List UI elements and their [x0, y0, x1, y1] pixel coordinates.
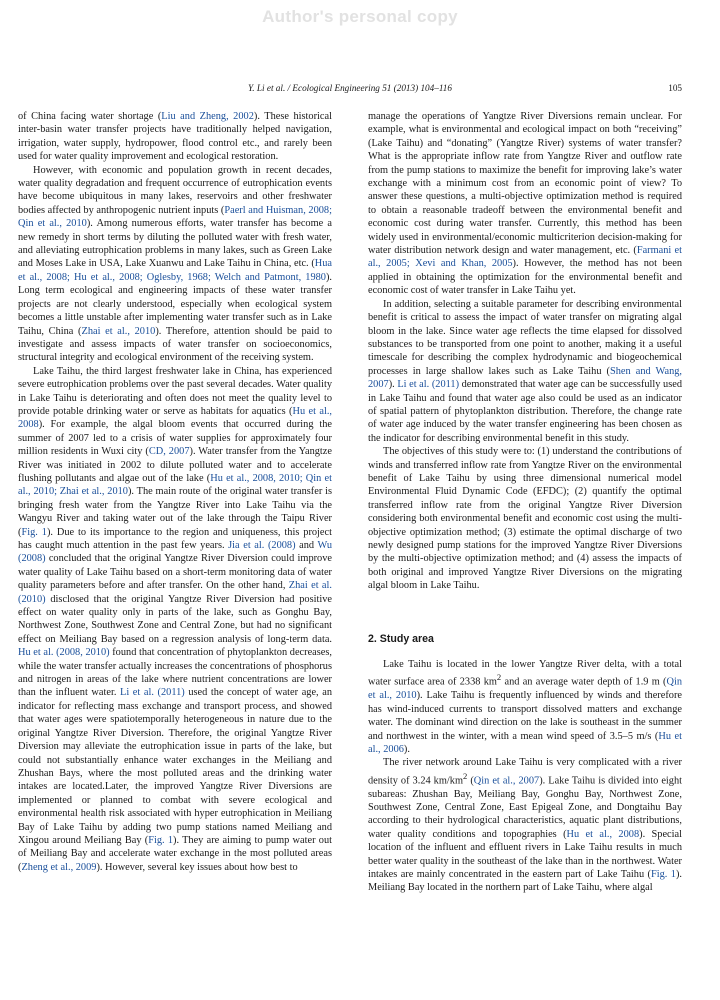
paragraph — [368, 756, 682, 895]
section-spacer — [368, 593, 682, 633]
citation-link[interactable]: Zhai et al., 2010 — [81, 325, 156, 337]
paragraph — [368, 298, 682, 445]
citation-link[interactable]: Hu et al., 2008 — [566, 828, 640, 840]
running-header — [18, 83, 682, 97]
text-run: ). Special location of the influent and effluent rivers in Lake Taihu results in much better water quality in the southeast of the lake than in the northwest. Water intakes are mainly concentrated in the eastern part of Lake Taihu ( — [368, 828, 682, 880]
citation-link[interactable]: Qin et al., 2007 — [473, 775, 540, 787]
text-run: The objectives of this study were to: (1) understand the contributions of winds and transferred inflow rate from Yangtze River on the environmental benefit of Lake Taihu by using three dimensional numerical model Environmental Fluid Dynamic Code (EFDC); (2) quantify the optimal transferred inflow rate from the original Yangtze River Diversion considering both environmental benefit and economic cost using the multi-objective optimization method; (3) estimate the optimal discharge of two newly designed pump stations for the improved Yangtze River Diversions by the multi-objective optimization method; and (4) assess the impacts of both original and improved Yangtze River Diversions on the migrating algal bloom in Lake Taihu. — [368, 446, 682, 592]
paragraph — [368, 658, 682, 756]
citation-link[interactable]: Zhai et al. (2010) — [18, 580, 332, 605]
paragraph — [368, 445, 682, 592]
text-run: ). — [403, 743, 410, 755]
text-run: ). Among numerous efforts, water transfer has become a new remedy in short terms by diluting the polluted water with fresh water, and alleviating eutrophication problems in many lakes, such as Green Lake and Moses Lake in USA, Lake Xuanwu and Lake Taihu in China, etc. ( — [18, 218, 332, 270]
citation-link[interactable]: Li et al. (2011) — [397, 379, 460, 391]
journal-citation: Y. Li et al. / Ecological Engineering 51 (2013) 104–116 — [248, 83, 452, 93]
text-run: ). Water transfer from the Yangtze River was initiated in 2002 to dilute polluted water and to accelerate flushing pollutants and algae out of the lake ( — [18, 446, 332, 484]
text-run: ). Therefore, attention should be paid to investigate and assess impacts of water transfer on socioeconomics, structural integrity and ecological environment of the receiving system. — [18, 325, 332, 364]
citation-link[interactable]: Li et al. (2011) — [120, 687, 185, 699]
citation-link[interactable]: Fig. 1 — [21, 526, 47, 538]
citation-link[interactable]: Zheng et al., 2009 — [21, 861, 97, 873]
citation-link[interactable]: Hu et al., 2008 — [18, 405, 332, 431]
citation-link[interactable]: Hu et al., 2006 — [368, 730, 682, 755]
text-run: manage the operations of Yangtze River Diversions remain unclear. For example, what is environmental and ecological impact on both “receiving” (Lake Taihu) and “donating” (Yangtze River) systems of water transfer? What is the appropriate inflow rate from Yangtze River and outflow rate from the pump stations to maximize the benefit for improving lake’s water exchange with a minimum cost from an economic point of view? To answer these questions, a multi-objective optimization method is required to obtain a reasonable tradeoff between the environmental benefit and economic cost during water transfer. Currently, this method has been widely used in environmental/economic multicriterion decision-making for water distribution network design and water management, etc. ( — [368, 111, 682, 257]
citation-link[interactable]: Hu et al., 2008, 2010; Qin et al., 2010; Zhai et al., 2010 — [18, 472, 332, 498]
text-run: ). However, the method has not been applied in obtaining the optimization for the environmental benefit and economic cost of water transfer in Lake Taihu yet. — [368, 258, 682, 297]
citation-link[interactable]: Wu (2008) — [18, 540, 333, 565]
text-run: Lake Taihu, the third largest freshwater lake in China, has experienced severe eutrophication problems over the past several decades. Water quality in Lake Taihu is deteriorating and often does not meet the quality level to provide potable drinking water or serve as habitats for aquatics ( — [18, 365, 332, 417]
citation-link[interactable]: Fig. 1 — [148, 834, 174, 846]
citation-link[interactable]: Fig. 1 — [651, 869, 676, 880]
text-run: ). Long term ecological and engineering impacts of these water transfer projects are not clearly understood, especially when ecological system becomes a little unstable after implementing water transfer such as in Lake Taihu, China ( — [18, 271, 332, 337]
right-column — [368, 110, 682, 895]
watermark: Author's personal copy — [262, 7, 458, 26]
text-run: disclosed that the original Yangtze River Diversion had positive effect on water quality only in parts of the lake, such as Gonghu Bay, Northwest Zone, Southwest Zone and Central Zone, but had no significant effect on Meiliang Bay based on a regression analysis of long-term data. — [18, 593, 332, 645]
text-run: used the concept of water age, an indicator for reflecting mass exchange and transport process, and showed that water ages were spatiotemporally heterogeneous in nature due to the original Yangtze River Diversion. Therefore, the original Yangtze River Diversion may alleviate the eutrophication issue in parts of the lake, but could not substantially enhance water exchanges in the Meiliang and Zhushan Bays, where the most polluted areas and the drinking water intakes are located.Later, the improved Yangtze River Diversions are implemented or planned to combat with severe ecological and environmental health risk associated with hyper eutrophication in Meiliang Bay of Lake Taihu by adding two pump stations named Meiliang and Xingou around Meiliang Bay ( — [18, 687, 332, 846]
paragraph — [368, 110, 682, 298]
page-number: 105 — [668, 83, 682, 93]
text-run: of China facing water shortage ( — [18, 111, 162, 122]
citation-link[interactable]: Hu et al. (2008, 2010) — [18, 647, 110, 659]
text-run: demonstrated that water age can be successfully used in Lake Taihu and found that water age also could be used as an indicator of spatial pattern of phytoplankton distribution. Therefore, the change rate of water age induced by the water transfer engineering has been chosen as the indicator for describing environmental benefit in this study. — [368, 379, 682, 444]
text-run: ( — [467, 775, 474, 787]
text-run: and an average water depth of 1.9 m ( — [501, 676, 667, 688]
citation-link[interactable]: Hua et al., 2008; Hu et al., 2008; Oglesby, 1968; Welch and Patmont, 1980 — [18, 258, 332, 283]
text-run: ). — [388, 379, 398, 391]
citation-link[interactable]: Paerl and Huisman, 2008; Qin et al., 2010 — [18, 204, 332, 230]
superscript: 2 — [496, 672, 502, 683]
citation-link[interactable]: Liu and Zheng, 2002 — [161, 111, 254, 122]
text-run: Lake Taihu is located in the lower Yangtze River delta, with a total water surface area of 2338 km — [368, 659, 682, 688]
paragraph — [18, 365, 332, 874]
text-run: concluded that the original Yangtze River Diversion could improve water quality of Lake Taihu based on a short-term monitoring data of water quality parameters before and after transfer. On the other hand, — [18, 553, 332, 592]
text-run: The river network around Lake Taihu is very complicated with a river density of 3.24 km/km — [368, 757, 682, 787]
text-run: ). These historical inter-basin water transfer projects have traditionally helped navigation, irrigation, water supply, hydropower, flood control etc., and rarely been used for water quality improvement and ecological restoration. — [18, 111, 332, 163]
text-run: ). For example, the algal bloom events that occurred during the summer of 2007 led to a crisis of water supplies for approximately four million residents in Wuxi city ( — [18, 419, 332, 458]
text-run: ). The main route of the original water transfer is bringing fresh water from the Yangtze River into Lake Taihu via the Wangyu River and taking water out of the lake through the Taipu River ( — [18, 486, 332, 538]
citation-link[interactable]: Qin et al., 2010 — [368, 676, 682, 702]
superscript: 2 — [463, 770, 468, 781]
text-run: ). Lake Taihu is divided into eight subareas: Zhushan Bay, Meiliang Bay, Gonghu Bay, Northwest Zone, Southwest Zone, Central Zone, East Epigeal Zone, and Dongtaihu Bay according to their hydrological characteristics, aquatic plant distributions, water quality conditions and topographies ( — [368, 775, 682, 840]
citation-link[interactable]: Farmani et al., 2005; Xevi and Khan, 2005 — [368, 245, 682, 270]
text-run: ). Due to its importance to the region and uniqueness, this project has caught much attention in the past few years. — [18, 526, 332, 551]
citation-link[interactable]: Shen and Wang, 2007 — [368, 365, 682, 391]
section-heading: 2. Study area — [368, 632, 434, 645]
citation-link[interactable]: CD, 2007 — [148, 446, 190, 458]
text-run: ). They are aiming to pump water out of Meiliang Bay and accelerate water exchange in the most polluted areas ( — [18, 834, 332, 873]
text-run: ). Lake Taihu is frequently influenced by winds and therefore has wind-induced currents to transport dissolved matters and exchange water. The dominant wind direction on the lake is southeast in the summer and northwest in the winter, with a mean wind speed of 3.5–5 m/s ( — [368, 690, 682, 742]
text-run: ). However, several key issues about how best to — [96, 861, 298, 873]
text-run: found that concentration of phytoplankton decreases, while the water transfer actually increases the concentrations of phosphorus and nitrogen in areas of the lake where nutrient concentrations are lower than the influent water. — [18, 647, 332, 699]
text-run: and — [295, 540, 318, 551]
paragraph — [18, 110, 332, 164]
left-column — [18, 110, 332, 874]
text-run: ). Meiliang Bay located in the northern part of Lake Taihu, where algal — [368, 869, 682, 894]
paragraph — [18, 164, 332, 365]
citation-link[interactable]: Jia et al. (2008) — [228, 540, 296, 551]
text-run: However, with economic and population growth in recent decades, water quality degradation and frequent occurrence of eutrophication events have become ubiquitous in many lakes, reservoirs and other freshwater bodies affected by anthropogenic nutrient inputs ( — [18, 164, 332, 216]
text-run: In addition, selecting a suitable parameter for describing environmental benefit is critical to assess the impact of water transfer on migrating algal bloom in the lake. Since water age reflects the time elapsed for dissolved substances to be transported from one point to another, making it a useful timescale for describing the complex hydrodynamic and biogeochemical processes in large shallow lakes such as Lake Taihu ( — [368, 298, 682, 377]
